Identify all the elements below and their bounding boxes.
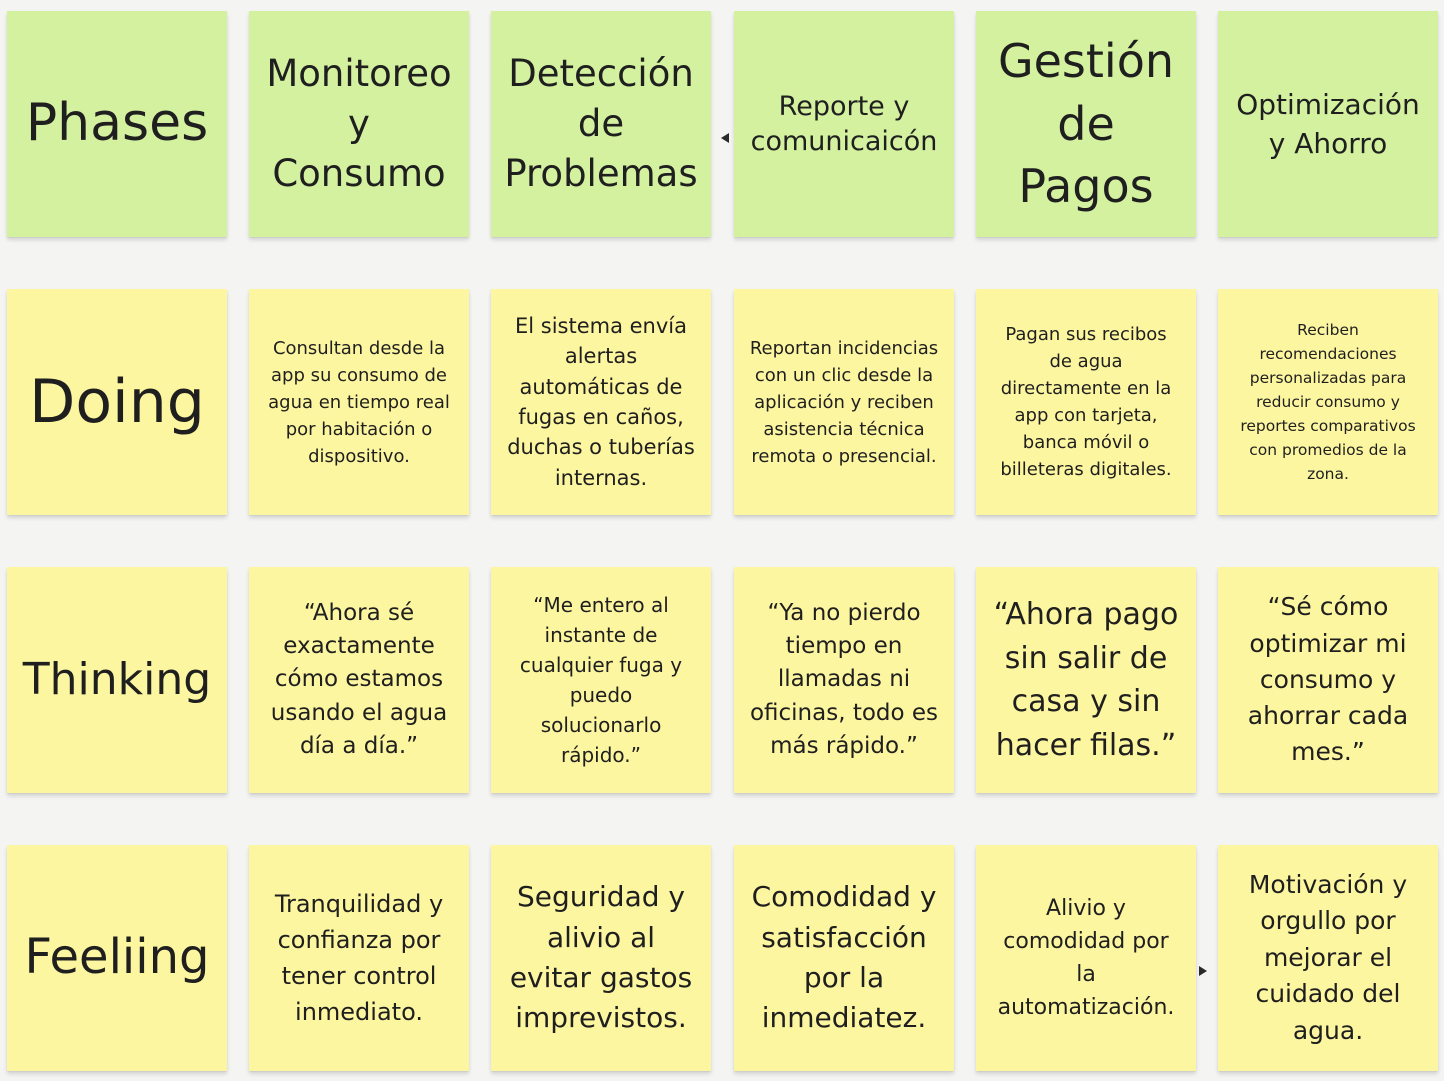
row-label-phases[interactable] <box>7 11 227 237</box>
phase-text: Optimización y Ahorro <box>1236 87 1420 160</box>
doing-text: Consultan desde la app su consumo de agua en tiempo real por habitación o dispositivo. <box>268 337 450 467</box>
doing-text: Reportan incidencias con un clic desde la aplicación y reciben asistencia técnica remota o presencial. <box>749 337 939 467</box>
arrowhead-left-icon <box>721 133 729 143</box>
doing-note-optimizacion[interactable] <box>1218 289 1438 515</box>
feeling-text: Seguridad y alivio al evitar gastos imprevistos. <box>509 880 693 1035</box>
phase-note-monitoreo[interactable] <box>249 11 469 237</box>
phase-note-gestion-pagos[interactable] <box>976 11 1196 237</box>
thinking-text: “Sé cómo optimizar mi consumo y ahorrar cada mes.” <box>1247 592 1409 767</box>
thinking-text: “Ya no pierdo tiempo en llamadas ni oficinas, todo es más rápido.” <box>749 599 939 760</box>
phase-note-reporte[interactable] <box>734 11 954 237</box>
row-label-feeling[interactable] <box>7 845 227 1071</box>
doing-note-reporte[interactable] <box>734 289 954 515</box>
doing-note-monitoreo[interactable] <box>249 289 469 515</box>
phase-text: Detección de Problemas <box>504 51 698 196</box>
phase-text: Monitoreo y Consumo <box>266 51 452 196</box>
row-label-thinking[interactable] <box>7 567 227 793</box>
thinking-text: “Ahora pago sin salir de casa y sin hacer filas.” <box>993 597 1179 763</box>
row-label-doing[interactable] <box>7 289 227 515</box>
thinking-note-monitoreo[interactable] <box>249 567 469 793</box>
thinking-note-deteccion[interactable] <box>491 567 711 793</box>
doing-text: El sistema envía alertas automáticas de fugas en caños, duchas o tuberías internas. <box>507 313 695 490</box>
feeling-text: Alivio y comodidad por la automatización. <box>997 896 1175 1020</box>
thinking-note-reporte[interactable] <box>734 567 954 793</box>
thinking-note-pagos[interactable] <box>976 567 1196 793</box>
doing-text: Pagan sus recibos de agua directamente en la app con tarjeta, banca móvil o billeteras digitales. <box>1000 324 1172 480</box>
feeling-note-reporte[interactable] <box>734 845 954 1071</box>
feeling-note-optimizacion[interactable] <box>1218 845 1438 1071</box>
phase-text: Reporte y comunicaicón <box>750 90 938 157</box>
doing-note-deteccion[interactable] <box>491 289 711 515</box>
feeling-note-monitoreo[interactable] <box>249 845 469 1071</box>
phase-text: Gestión de Pagos <box>997 34 1175 214</box>
feeling-text: Comodidad y satisfacción por la inmediatez. <box>751 880 937 1035</box>
phase-note-optimizacion[interactable] <box>1218 11 1438 237</box>
doing-text: Reciben recomendaciones personalizadas para reducir consumo y reportes comparativos con promedios de la zona. <box>1240 320 1416 484</box>
feeling-note-deteccion[interactable] <box>491 845 711 1071</box>
row-label-text: Feeliing <box>24 929 210 986</box>
row-label-text: Phases <box>25 93 209 154</box>
row-label-text: Thinking <box>22 653 212 705</box>
arrowhead-right-icon <box>1199 966 1207 976</box>
feeling-text: Motivación y orgullo por mejorar el cuidado del agua. <box>1248 869 1408 1045</box>
thinking-note-optimizacion[interactable] <box>1218 567 1438 793</box>
phase-note-deteccion[interactable] <box>491 11 711 237</box>
row-label-text: Doing <box>29 366 205 437</box>
thinking-text: “Ahora sé exactamente cómo estamos usando el agua día a día.” <box>270 599 448 760</box>
thinking-text: “Me entero al instante de cualquier fuga y puedo solucionarlo rápido.” <box>519 593 683 767</box>
doing-note-pagos[interactable] <box>976 289 1196 515</box>
feeling-text: Tranquilidad y confianza por tener control inmediato. <box>274 890 444 1026</box>
feeling-note-pagos[interactable] <box>976 845 1196 1071</box>
